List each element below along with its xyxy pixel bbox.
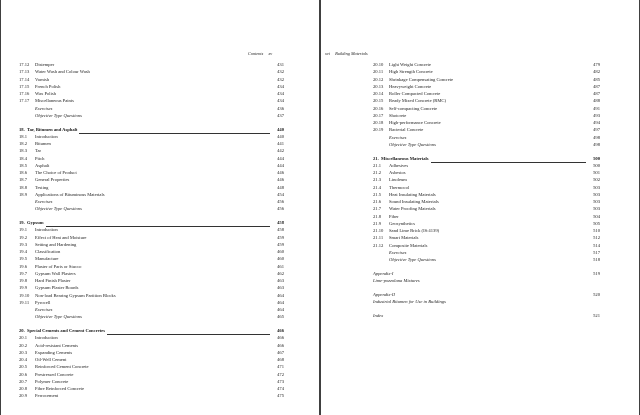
entry-number: 19.5 [19, 256, 28, 262]
entry-page: 460 [277, 249, 284, 254]
entry-page: 466 [277, 342, 284, 348]
entry-title: Pyrocell [35, 299, 51, 305]
entry-title: Objective Type Questions [389, 257, 436, 262]
entry-title: Testing [35, 184, 49, 190]
entry-number: 21.7 [373, 206, 382, 212]
entry-page: 498 [593, 134, 600, 140]
entry-page: 500 [593, 162, 600, 168]
entry-number: 20.17 [373, 112, 384, 118]
entry-number: 20.10 [373, 62, 384, 67]
entry-title: Varnish [35, 76, 50, 82]
running-head [248, 51, 272, 56]
right-page [321, 0, 639, 415]
entry-page: 503 [593, 206, 600, 212]
entry-page: 454 [277, 191, 284, 197]
entry-page: 473 [277, 378, 284, 384]
entry-page: 504 [593, 213, 600, 219]
entry-page: 446 [277, 177, 284, 183]
entry-title: Ferrocement [35, 393, 59, 399]
entry-number: 21.2 [373, 170, 382, 175]
entry-number: 20.9 [19, 393, 28, 399]
entry-page: 440 [277, 126, 284, 132]
entry-page: 432 [277, 69, 284, 75]
entry-number: 21.6 [373, 199, 382, 204]
entry-title: Adhesives [389, 162, 409, 168]
entry-title: Fiber [389, 213, 399, 219]
entry-title: Special Cements and Cement Concretes [27, 328, 105, 333]
entry-number: 18.8 [19, 184, 28, 190]
entry-page: 440 [277, 133, 284, 139]
entry-title: Heat Insulating Materials [389, 191, 436, 197]
entry-page: 482 [593, 69, 600, 75]
entry-page: 460 [277, 256, 284, 262]
entry-title: Introduction [35, 133, 58, 139]
entry-page: 500 [593, 155, 600, 161]
leader-line [107, 334, 270, 335]
entry-number: 20.12 [373, 76, 384, 82]
entry-page: 463 [277, 278, 284, 283]
entry-number: 18.9 [19, 191, 28, 197]
entry-title: Hard Finish Plaster [35, 278, 71, 283]
entry-title: Linoleum [389, 177, 407, 183]
entry-page: 461 [277, 263, 284, 269]
entry-page: 497 [593, 127, 600, 133]
running-head-page: xv [268, 51, 273, 56]
entry-page: 434 [277, 91, 284, 96]
entry-number: 21.5 [373, 191, 382, 197]
entry-page: 479 [593, 62, 600, 67]
entry-title: Plaster of Paris or Stucco [35, 263, 82, 269]
entry-title: The Choice of Product [35, 170, 77, 175]
entry-title: Introduction [35, 335, 58, 341]
entry-title: Objective Type Questions [35, 206, 82, 212]
entry-page: 491 [593, 105, 600, 111]
entry-title: Prestressed Concrete [35, 371, 74, 377]
entry-page: 502 [593, 177, 600, 183]
entry-title: Objective Type Questions [35, 314, 82, 320]
entry-number: 18.5 [19, 162, 28, 168]
entry-page: 501 [593, 170, 600, 175]
entry-page: 520 [593, 291, 600, 297]
entry-title: Shotcrete [389, 112, 407, 118]
entry-page: 517 [593, 249, 600, 255]
entry-title: Tar, Bitumen and Asphalt [27, 126, 78, 132]
entry-number: 21.4 [373, 184, 382, 190]
entry-number: 21.3 [373, 177, 382, 183]
entry-page: 463 [277, 285, 284, 291]
entry-number: 17.13 [19, 69, 30, 75]
entry-page: 474 [277, 386, 284, 391]
entry-number: 19.9 [19, 285, 28, 291]
running-head-title: Contents [248, 51, 264, 56]
entry-title: Geosynthetics [389, 220, 416, 226]
entry-title: Wax Polish [35, 91, 56, 96]
entry-page: 466 [277, 328, 284, 333]
entry-page: 505 [593, 220, 600, 226]
entry-number: 20.11 [373, 69, 384, 75]
entry-number: 20. [19, 328, 25, 333]
entry-title: Water Proofing Materials [389, 206, 436, 212]
entry-page: 444 [277, 155, 284, 161]
entry-title: Effect of Heat and Moisture [35, 234, 87, 240]
entry-page: 494 [593, 120, 600, 125]
entry-title: Self-compacting Concrete [389, 105, 438, 111]
entry-number: 21.8 [373, 213, 382, 219]
entry-title: Industrial Bitumen for Use in Buildings [373, 299, 446, 304]
entry-number: 20.7 [19, 378, 28, 384]
entry-number: 21.9 [373, 220, 382, 226]
entry-page: 456 [277, 206, 284, 212]
entry-title: Gypsum [27, 220, 44, 225]
entry-number: 21.11 [373, 235, 384, 241]
entry-number: 20.2 [19, 342, 28, 348]
entry-page: 432 [277, 76, 284, 82]
entry-number: 18.1 [19, 133, 28, 139]
entry-number: 17.14 [19, 76, 30, 82]
entry-number: 20.6 [19, 371, 28, 377]
entry-number: 20.4 [19, 357, 28, 362]
entry-number: 18.2 [19, 141, 28, 146]
entry-title: Polymer Concrete [35, 378, 69, 384]
entry-page: 459 [277, 241, 284, 247]
entry-page: 468 [277, 357, 284, 362]
entry-number: 20.18 [373, 120, 384, 125]
entry-number: 17.17 [19, 98, 30, 104]
entry-title: Miscellaneous Materials [381, 155, 429, 161]
entry-page: 503 [593, 184, 600, 190]
entry-number: 19.11 [19, 299, 30, 305]
entry-page: 459 [277, 234, 284, 240]
entry-page: 442 [277, 148, 284, 154]
entry-page: 448 [277, 184, 284, 190]
entry-title: Light Weight Concrete [389, 62, 431, 67]
entry-title: Gypsum Wall Plasters [35, 270, 76, 276]
entry-title: Bacterial Concrete [389, 127, 424, 133]
entry-page: 464 [277, 299, 284, 305]
entry-title: Fibre Reinforced Concrete [35, 386, 84, 391]
entry-page: 514 [593, 242, 600, 248]
entry-title: Asbestos [389, 170, 406, 175]
leader-line [431, 162, 586, 163]
entry-title: Shrinkage Compensating Concrete [389, 76, 454, 82]
entry-title: Acid-resistant Cements [35, 342, 78, 348]
entry-page: 518 [593, 257, 600, 262]
entry-number: 19.7 [19, 270, 28, 276]
entry-page: 493 [593, 112, 600, 118]
entry-number: 18.3 [19, 148, 28, 154]
left-page [1, 0, 319, 415]
entry-page: 498 [593, 141, 600, 147]
entry-title: High-performance Concrete [389, 120, 441, 125]
entry-number: 19. [19, 220, 25, 225]
entry-page: 521 [593, 312, 600, 318]
entry-title: General Properties [35, 177, 70, 183]
entry-title: Oil-Well Cement [35, 357, 67, 362]
entry-page: 441 [277, 141, 284, 146]
entry-number: 21. [373, 155, 379, 161]
entry-number: 19.10 [19, 292, 30, 298]
entry-title: Roller Compacted Concrete [389, 91, 441, 96]
entry-title: Objective Type Questions [35, 112, 82, 118]
entry-page: 487 [593, 91, 600, 96]
entry-page: 434 [277, 83, 284, 89]
entry-number: 19.2 [19, 234, 28, 240]
entry-page: 487 [593, 83, 600, 89]
entry-page: 475 [277, 393, 284, 399]
entry-page: 464 [277, 307, 284, 312]
entry-number: 19.1 [19, 227, 28, 233]
entry-title: Exercises [35, 199, 53, 204]
entry-number: 20.1 [19, 335, 28, 341]
entry-title: Composite Materials [389, 242, 428, 248]
entry-page: 472 [277, 371, 284, 377]
entry-title: Gypsum Plaster Boards [35, 285, 79, 291]
entry-page: 436 [277, 105, 284, 111]
running-head [325, 51, 368, 56]
entry-page: 471 [277, 364, 284, 370]
entry-number: 19.3 [19, 241, 28, 247]
entry-number: 19.8 [19, 278, 28, 283]
entry-title: Index [373, 312, 384, 318]
entry-page: 462 [277, 270, 284, 276]
entry-title: Exercises [389, 134, 407, 140]
entry-number: 18.7 [19, 177, 28, 183]
entry-number: 21.12 [373, 242, 384, 248]
entry-number: 20.16 [373, 105, 384, 111]
entry-page: 503 [593, 191, 600, 197]
entry-page: 503 [593, 199, 600, 204]
entry-title: Pitch [35, 155, 45, 161]
entry-number: 20.8 [19, 386, 28, 391]
entry-title: Lime-pozzolana Mixtures [373, 278, 420, 283]
entry-number: 20.15 [373, 98, 384, 104]
entry-page: 437 [277, 112, 284, 118]
entry-title: High Strength Concrete [389, 69, 433, 75]
leader-line [46, 226, 270, 227]
entry-title: Expanding Cements [35, 349, 73, 355]
entry-title: Appendix-I [373, 270, 394, 276]
entry-title: Objective Type Questions [389, 141, 436, 147]
entry-title: Tar [35, 148, 42, 154]
entry-page: 485 [593, 76, 600, 82]
entry-page: 456 [277, 199, 284, 204]
entry-page: 431 [277, 62, 284, 67]
entry-title: Reinforced Cement Concrete [35, 364, 89, 370]
entry-number: 20.3 [19, 349, 28, 355]
entry-title: Classification [35, 249, 61, 254]
leader-line [79, 133, 270, 134]
entry-title: Exercises [35, 307, 53, 312]
entry-page: 434 [277, 98, 284, 104]
entry-title: Sand Lime Brick (IS:4139) [389, 228, 440, 233]
entry-number: 17.12 [19, 62, 30, 67]
entry-title: Non-load Bearing Gypsum Partition Blocks [35, 292, 116, 298]
entry-number: 18.4 [19, 155, 28, 161]
entry-page: 444 [277, 162, 284, 168]
entry-title: Thermocol [389, 184, 410, 190]
entry-page: 446 [277, 170, 284, 175]
entry-title: Miscellaneous Paints [35, 98, 74, 104]
entry-page: 465 [277, 314, 284, 320]
entry-title: Applications of Bituminous Materials [35, 191, 105, 197]
entry-number: 20.19 [373, 127, 384, 133]
entry-page: 512 [593, 235, 600, 241]
entry-number: 21.1 [373, 162, 382, 168]
entry-title: Smart Materials [389, 235, 419, 241]
entry-page: 458 [277, 220, 284, 225]
entry-number: 21.10 [373, 228, 384, 233]
entry-title: Ready Mixed Concrete (RMC) [389, 98, 447, 104]
entry-number: 19.4 [19, 249, 28, 254]
entry-number: 18. [19, 126, 25, 132]
entry-page: 510 [593, 228, 600, 233]
entry-title: French Polish [35, 83, 61, 89]
entry-title: Asphalt [35, 162, 50, 168]
entry-title: Distemper [35, 62, 55, 67]
running-head-page: xvi [325, 51, 331, 56]
entry-title: Appendix-II [373, 291, 395, 297]
entry-number: 20.5 [19, 364, 28, 370]
entry-title: Heavyweight Concrete [389, 83, 432, 89]
entry-title: Introduction [35, 227, 58, 233]
entry-number: 18.6 [19, 170, 28, 175]
entry-number: 17.15 [19, 83, 30, 89]
entry-number: 19.6 [19, 263, 28, 269]
entry-title: Sound Insulating Materials [389, 199, 439, 204]
entry-number: 20.13 [373, 83, 384, 89]
entry-number: 17.16 [19, 91, 30, 96]
entry-title: Manufacture [35, 256, 59, 262]
entry-number: 20.14 [373, 91, 384, 96]
entry-page: 466 [277, 335, 284, 341]
entry-page: 519 [593, 270, 600, 276]
entry-title: Exercises [389, 249, 407, 255]
entry-page: 488 [593, 98, 600, 104]
entry-page: 467 [277, 349, 284, 355]
entry-title: Setting and Hardening [35, 241, 77, 247]
entry-page: 458 [277, 227, 284, 233]
entry-title: Bitumen [35, 141, 51, 146]
entry-page: 464 [277, 292, 284, 298]
entry-title: Exercises [35, 105, 53, 111]
entry-title: Water Wash and Colour Wash [35, 69, 90, 75]
running-head-title: Building Materials [335, 51, 368, 56]
